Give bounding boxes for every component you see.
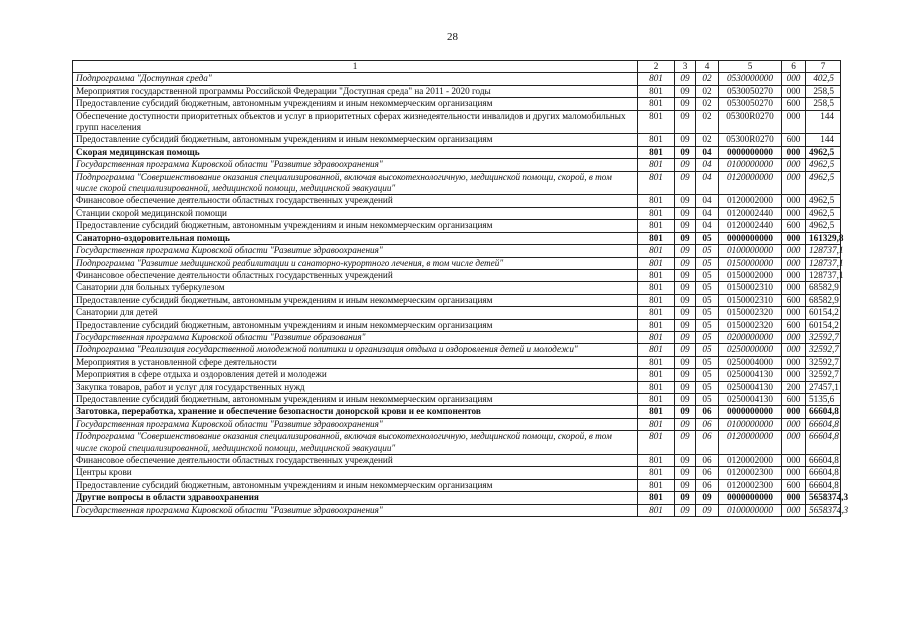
- row-code-cell: 0250004130: [719, 393, 782, 405]
- row-name-cell: Финансовое обеспечение деятельности областных государственных учреждений: [73, 195, 638, 207]
- row-code-cell: 66604,8: [806, 467, 841, 479]
- row-code-cell: 0000000000: [719, 232, 782, 244]
- row-code-cell: 0120002000: [719, 455, 782, 467]
- row-code-cell: 000: [782, 344, 806, 356]
- row-code-cell: 801: [638, 232, 675, 244]
- row-name-cell: Финансовое обеспечение деятельности областных государственных учреждений: [73, 455, 638, 467]
- row-code-cell: 801: [638, 393, 675, 405]
- row-name-cell: Мероприятия в сфере отдыха и оздоровления детей и молодежи: [73, 369, 638, 381]
- row-code-cell: 09: [675, 282, 696, 294]
- row-code-cell: 09: [675, 73, 696, 85]
- row-code-cell: 801: [638, 467, 675, 479]
- row-code-cell: 000: [782, 159, 806, 171]
- row-code-cell: 05: [696, 294, 719, 306]
- row-code-cell: 05: [696, 356, 719, 368]
- row-code-cell: 02: [696, 134, 719, 146]
- row-code-cell: 5135,6: [806, 393, 841, 405]
- row-code-cell: 801: [638, 207, 675, 219]
- table-row: [73, 406, 841, 418]
- row-code-cell: 32592,7: [806, 356, 841, 368]
- row-code-cell: 04: [696, 195, 719, 207]
- row-code-cell: 600: [782, 294, 806, 306]
- row-code-cell: 402,5: [806, 73, 841, 85]
- row-name-cell: Обеспечение доступности приоритетных объектов и услуг в приоритетных сферах жизнедеятельности инвалидов и других маломобильных групп населения: [73, 110, 638, 134]
- row-code-cell: 05300R0270: [719, 134, 782, 146]
- row-name-cell: Санатории для больных туберкулезом: [73, 282, 638, 294]
- row-code-cell: 05: [696, 393, 719, 405]
- row-code-cell: 09: [696, 492, 719, 504]
- row-code-cell: 0100000000: [719, 418, 782, 430]
- row-name-cell: Подпрограмма "Доступная среда": [73, 73, 638, 85]
- table-row: [73, 257, 841, 269]
- row-code-cell: 66604,8: [806, 406, 841, 418]
- row-code-cell: 04: [696, 159, 719, 171]
- header-cell: 2: [638, 61, 675, 73]
- row-code-cell: 4962,5: [806, 171, 841, 195]
- row-name-cell: Подпрограмма "Совершенствование оказания специализированной, включая высокотехнологичную, медицинской помощи, скорой, в том числе скорой специализированной, медицинской помощи, медицинской эвакуации": [73, 171, 638, 195]
- row-code-cell: 000: [782, 492, 806, 504]
- row-code-cell: 801: [638, 344, 675, 356]
- table-row: [73, 282, 841, 294]
- row-code-cell: 200: [782, 381, 806, 393]
- row-name-cell: Предоставление субсидий бюджетным, автономным учреждениям и иным некоммерческим организациям: [73, 134, 638, 146]
- row-code-cell: 0150002000: [719, 269, 782, 281]
- row-code-cell: 128737,1: [806, 269, 841, 281]
- row-name-cell: Государственная программа Кировской области "Развитие здравоохранения": [73, 418, 638, 430]
- table-row: [73, 344, 841, 356]
- row-code-cell: 05: [696, 307, 719, 319]
- row-code-cell: 000: [782, 73, 806, 85]
- table-row: [73, 171, 841, 195]
- row-name-cell: Государственная программа Кировской области "Развитие образования": [73, 331, 638, 343]
- row-code-cell: 09: [675, 85, 696, 97]
- row-code-cell: 000: [782, 369, 806, 381]
- row-code-cell: 68582,9: [806, 282, 841, 294]
- row-code-cell: 000: [782, 406, 806, 418]
- row-code-cell: 32592,7: [806, 344, 841, 356]
- row-code-cell: 27457,1: [806, 381, 841, 393]
- row-code-cell: 000: [782, 245, 806, 257]
- table-row: [73, 294, 841, 306]
- row-code-cell: 09: [675, 245, 696, 257]
- table-row: [73, 269, 841, 281]
- row-name-cell: Санаторно-оздоровительная помощь: [73, 232, 638, 244]
- header-cell: 6: [782, 61, 806, 73]
- table-row: [73, 159, 841, 171]
- row-code-cell: 09: [675, 331, 696, 343]
- table-header-row: [73, 61, 841, 73]
- row-code-cell: 000: [782, 171, 806, 195]
- row-code-cell: 801: [638, 492, 675, 504]
- row-code-cell: 09: [675, 467, 696, 479]
- row-code-cell: 60154,2: [806, 319, 841, 331]
- table-row: [73, 369, 841, 381]
- row-name-cell: Предоставление субсидий бюджетным, автономным учреждениям и иным некоммерческим организациям: [73, 319, 638, 331]
- row-name-cell: Предоставление субсидий бюджетным, автономным учреждениям и иным некоммерческим организациям: [73, 98, 638, 110]
- row-code-cell: 0120000000: [719, 431, 782, 455]
- row-code-cell: 258,5: [806, 85, 841, 97]
- row-code-cell: 0150002320: [719, 319, 782, 331]
- row-code-cell: 09: [675, 479, 696, 491]
- row-code-cell: 09: [675, 431, 696, 455]
- row-code-cell: 161329,8: [806, 232, 841, 244]
- row-code-cell: 05: [696, 331, 719, 343]
- row-code-cell: 600: [782, 319, 806, 331]
- row-code-cell: 5658374,3: [806, 504, 841, 516]
- row-name-cell: Государственная программа Кировской области "Развитие здравоохранения": [73, 245, 638, 257]
- row-code-cell: 801: [638, 479, 675, 491]
- table-row: [73, 393, 841, 405]
- row-code-cell: 0200000000: [719, 331, 782, 343]
- row-code-cell: 04: [696, 207, 719, 219]
- row-code-cell: 09: [675, 393, 696, 405]
- row-code-cell: 000: [782, 307, 806, 319]
- row-code-cell: 4962,5: [806, 195, 841, 207]
- row-code-cell: 32592,7: [806, 369, 841, 381]
- table-row: [73, 356, 841, 368]
- row-code-cell: 09: [675, 381, 696, 393]
- table-row: [73, 455, 841, 467]
- row-code-cell: 801: [638, 171, 675, 195]
- row-code-cell: 09: [675, 269, 696, 281]
- row-code-cell: 68582,9: [806, 294, 841, 306]
- row-code-cell: 801: [638, 195, 675, 207]
- row-code-cell: 000: [782, 455, 806, 467]
- row-code-cell: 801: [638, 269, 675, 281]
- row-code-cell: 09: [675, 492, 696, 504]
- row-name-cell: Государственная программа Кировской области "Развитие здравоохранения": [73, 504, 638, 516]
- row-code-cell: 0120002000: [719, 195, 782, 207]
- row-name-cell: Санатории для детей: [73, 307, 638, 319]
- row-code-cell: 02: [696, 85, 719, 97]
- row-name-cell: Подпрограмма "Совершенствование оказания специализированной, включая высокотехнологичную, медицинской помощи, скорой, в том числе скорой специализированной, медицинской помощи, медицинской эвакуации": [73, 431, 638, 455]
- row-code-cell: 000: [782, 195, 806, 207]
- header-cell: 1: [73, 61, 638, 73]
- row-code-cell: 06: [696, 479, 719, 491]
- row-code-cell: 06: [696, 467, 719, 479]
- header-cell: 7: [806, 61, 841, 73]
- row-name-cell: Скорая медицинская помощь: [73, 146, 638, 158]
- row-code-cell: 09: [675, 98, 696, 110]
- table-row: [73, 381, 841, 393]
- row-name-cell: Предоставление субсидий бюджетным, автономным учреждениям и иным некоммерческим организациям: [73, 479, 638, 491]
- row-code-cell: 09: [675, 504, 696, 516]
- row-code-cell: 09: [675, 146, 696, 158]
- table-row: [73, 195, 841, 207]
- row-name-cell: Предоставление субсидий бюджетным, автономным учреждениям и иным некоммерческим организациям: [73, 294, 638, 306]
- row-code-cell: 000: [782, 232, 806, 244]
- header-cell: 3: [675, 61, 696, 73]
- row-code-cell: 0250004130: [719, 369, 782, 381]
- row-name-cell: Подпрограмма "Реализация государственной молодежной политики и организация отдыха и оздоровления детей и молодежи": [73, 344, 638, 356]
- row-code-cell: 09: [675, 418, 696, 430]
- row-code-cell: 0100000000: [719, 159, 782, 171]
- row-code-cell: 801: [638, 504, 675, 516]
- row-code-cell: 05: [696, 269, 719, 281]
- row-name-cell: Мероприятия государственной программы Российской Федерации "Доступная среда" на 2011 - 2020 годы: [73, 85, 638, 97]
- row-code-cell: 801: [638, 356, 675, 368]
- row-code-cell: 600: [782, 134, 806, 146]
- row-code-cell: 0150002310: [719, 294, 782, 306]
- row-code-cell: 05: [696, 232, 719, 244]
- row-code-cell: 4962,5: [806, 220, 841, 232]
- row-code-cell: 0250004000: [719, 356, 782, 368]
- row-code-cell: 0120002300: [719, 467, 782, 479]
- row-code-cell: 02: [696, 73, 719, 85]
- row-code-cell: 66604,8: [806, 418, 841, 430]
- row-code-cell: 05: [696, 257, 719, 269]
- row-code-cell: 000: [782, 331, 806, 343]
- row-code-cell: 09: [675, 220, 696, 232]
- row-code-cell: 60154,2: [806, 307, 841, 319]
- row-code-cell: 0100000000: [719, 504, 782, 516]
- row-code-cell: 66604,8: [806, 455, 841, 467]
- page-number: 28: [447, 31, 458, 43]
- row-code-cell: 09: [675, 207, 696, 219]
- row-code-cell: 09: [675, 319, 696, 331]
- row-name-cell: Предоставление субсидий бюджетным, автономным учреждениям и иным некоммерческим организациям: [73, 220, 638, 232]
- row-code-cell: 0530000000: [719, 73, 782, 85]
- row-code-cell: 801: [638, 282, 675, 294]
- row-code-cell: 801: [638, 455, 675, 467]
- row-name-cell: Станции скорой медицинской помощи: [73, 207, 638, 219]
- table-row: [73, 73, 841, 85]
- row-code-cell: 0530050270: [719, 85, 782, 97]
- row-name-cell: Заготовка, переработка, хранение и обеспечение безопасности донорской крови и ее компонентов: [73, 406, 638, 418]
- table-row: [73, 98, 841, 110]
- row-code-cell: 801: [638, 418, 675, 430]
- table-row: [73, 467, 841, 479]
- row-code-cell: 04: [696, 220, 719, 232]
- table-row: [73, 85, 841, 97]
- row-code-cell: 0150000000: [719, 257, 782, 269]
- row-code-cell: 09: [675, 110, 696, 134]
- row-code-cell: 09: [675, 294, 696, 306]
- row-code-cell: 0120000000: [719, 171, 782, 195]
- row-code-cell: 801: [638, 307, 675, 319]
- row-code-cell: 801: [638, 294, 675, 306]
- row-code-cell: 000: [782, 467, 806, 479]
- row-code-cell: 05: [696, 282, 719, 294]
- row-name-cell: Предоставление субсидий бюджетным, автономным учреждениям и иным некоммерческим организациям: [73, 393, 638, 405]
- table-row: [73, 492, 841, 504]
- row-code-cell: 000: [782, 207, 806, 219]
- row-code-cell: 02: [696, 98, 719, 110]
- row-code-cell: 600: [782, 98, 806, 110]
- row-code-cell: 09: [675, 406, 696, 418]
- table-row: [73, 319, 841, 331]
- row-name-cell: Подпрограмма "Развитие медицинской реабилитации и санаторно-курортного лечения, в том числе детей": [73, 257, 638, 269]
- row-code-cell: 09: [675, 356, 696, 368]
- row-code-cell: 09: [675, 369, 696, 381]
- row-name-cell: Другие вопросы в области здравоохранения: [73, 492, 638, 504]
- table-row: [73, 245, 841, 257]
- row-code-cell: 0000000000: [719, 406, 782, 418]
- row-code-cell: 04: [696, 146, 719, 158]
- table-row: [73, 479, 841, 491]
- table-row: [73, 232, 841, 244]
- row-code-cell: 09: [675, 307, 696, 319]
- row-code-cell: 258,5: [806, 98, 841, 110]
- row-code-cell: 09: [675, 195, 696, 207]
- row-code-cell: 600: [782, 479, 806, 491]
- row-code-cell: 05: [696, 319, 719, 331]
- table-row: [73, 134, 841, 146]
- row-code-cell: 000: [782, 504, 806, 516]
- row-code-cell: 801: [638, 245, 675, 257]
- row-code-cell: 144: [806, 134, 841, 146]
- row-code-cell: 05: [696, 369, 719, 381]
- row-code-cell: 000: [782, 269, 806, 281]
- row-name-cell: Финансовое обеспечение деятельности областных государственных учреждений: [73, 269, 638, 281]
- row-code-cell: 09: [696, 504, 719, 516]
- row-code-cell: 02: [696, 110, 719, 134]
- row-code-cell: 128737,1: [806, 245, 841, 257]
- row-code-cell: 801: [638, 431, 675, 455]
- row-code-cell: 09: [675, 257, 696, 269]
- row-code-cell: 801: [638, 257, 675, 269]
- table-row: [73, 146, 841, 158]
- row-code-cell: 66604,8: [806, 431, 841, 455]
- row-name-cell: Мероприятия в установленной сфере деятельности: [73, 356, 638, 368]
- row-code-cell: 4962,5: [806, 159, 841, 171]
- row-name-cell: Государственная программа Кировской области "Развитие здравоохранения": [73, 159, 638, 171]
- row-code-cell: 801: [638, 319, 675, 331]
- table-row: [73, 431, 841, 455]
- row-code-cell: 09: [675, 134, 696, 146]
- row-code-cell: 0120002300: [719, 479, 782, 491]
- table-row: [73, 207, 841, 219]
- row-code-cell: 801: [638, 220, 675, 232]
- row-code-cell: 0120002440: [719, 220, 782, 232]
- row-code-cell: 5658374,3: [806, 492, 841, 504]
- table-row: [73, 331, 841, 343]
- header-cell: 4: [696, 61, 719, 73]
- budget-table: [72, 60, 849, 517]
- row-code-cell: 801: [638, 110, 675, 134]
- row-code-cell: 801: [638, 369, 675, 381]
- row-code-cell: 801: [638, 85, 675, 97]
- row-code-cell: 0000000000: [719, 146, 782, 158]
- row-code-cell: 09: [675, 455, 696, 467]
- row-code-cell: 0100000000: [719, 245, 782, 257]
- row-code-cell: 06: [696, 418, 719, 430]
- row-code-cell: 0530050270: [719, 98, 782, 110]
- table-row: [73, 418, 841, 430]
- row-code-cell: 4962,5: [806, 146, 841, 158]
- row-code-cell: 801: [638, 159, 675, 171]
- row-code-cell: 600: [782, 393, 806, 405]
- row-code-cell: 801: [638, 146, 675, 158]
- row-code-cell: 801: [638, 331, 675, 343]
- row-code-cell: 000: [782, 257, 806, 269]
- row-code-cell: 801: [638, 73, 675, 85]
- row-code-cell: 801: [638, 406, 675, 418]
- row-code-cell: 0250004130: [719, 381, 782, 393]
- row-code-cell: 000: [782, 146, 806, 158]
- row-code-cell: 09: [675, 232, 696, 244]
- row-code-cell: 000: [782, 356, 806, 368]
- table-row: [73, 220, 841, 232]
- row-code-cell: 0000000000: [719, 492, 782, 504]
- table-row: [73, 504, 841, 516]
- row-code-cell: 0150002320: [719, 307, 782, 319]
- row-code-cell: 0150002310: [719, 282, 782, 294]
- row-code-cell: 801: [638, 381, 675, 393]
- row-code-cell: 06: [696, 455, 719, 467]
- row-code-cell: 801: [638, 98, 675, 110]
- row-code-cell: 09: [675, 344, 696, 356]
- row-code-cell: 32592,7: [806, 331, 841, 343]
- row-code-cell: 144: [806, 110, 841, 134]
- row-name-cell: Закупка товаров, работ и услуг для государственных нужд: [73, 381, 638, 393]
- row-code-cell: 0250000000: [719, 344, 782, 356]
- row-code-cell: 801: [638, 134, 675, 146]
- row-code-cell: 600: [782, 220, 806, 232]
- row-code-cell: 05300R0270: [719, 110, 782, 134]
- row-code-cell: 04: [696, 171, 719, 195]
- header-cell: 5: [719, 61, 782, 73]
- row-code-cell: 06: [696, 431, 719, 455]
- row-code-cell: 000: [782, 110, 806, 134]
- row-code-cell: 05: [696, 245, 719, 257]
- row-code-cell: 0120002440: [719, 207, 782, 219]
- row-code-cell: 66604,8: [806, 479, 841, 491]
- row-code-cell: 05: [696, 344, 719, 356]
- row-code-cell: 06: [696, 406, 719, 418]
- row-name-cell: Центры крови: [73, 467, 638, 479]
- row-code-cell: 09: [675, 171, 696, 195]
- row-code-cell: 000: [782, 85, 806, 97]
- table-row: [73, 110, 841, 134]
- row-code-cell: 4962,5: [806, 207, 841, 219]
- row-code-cell: 09: [675, 159, 696, 171]
- table-row: [73, 307, 841, 319]
- row-code-cell: 000: [782, 282, 806, 294]
- row-code-cell: 000: [782, 431, 806, 455]
- row-code-cell: 000: [782, 418, 806, 430]
- row-code-cell: 05: [696, 381, 719, 393]
- row-code-cell: 128737,1: [806, 257, 841, 269]
